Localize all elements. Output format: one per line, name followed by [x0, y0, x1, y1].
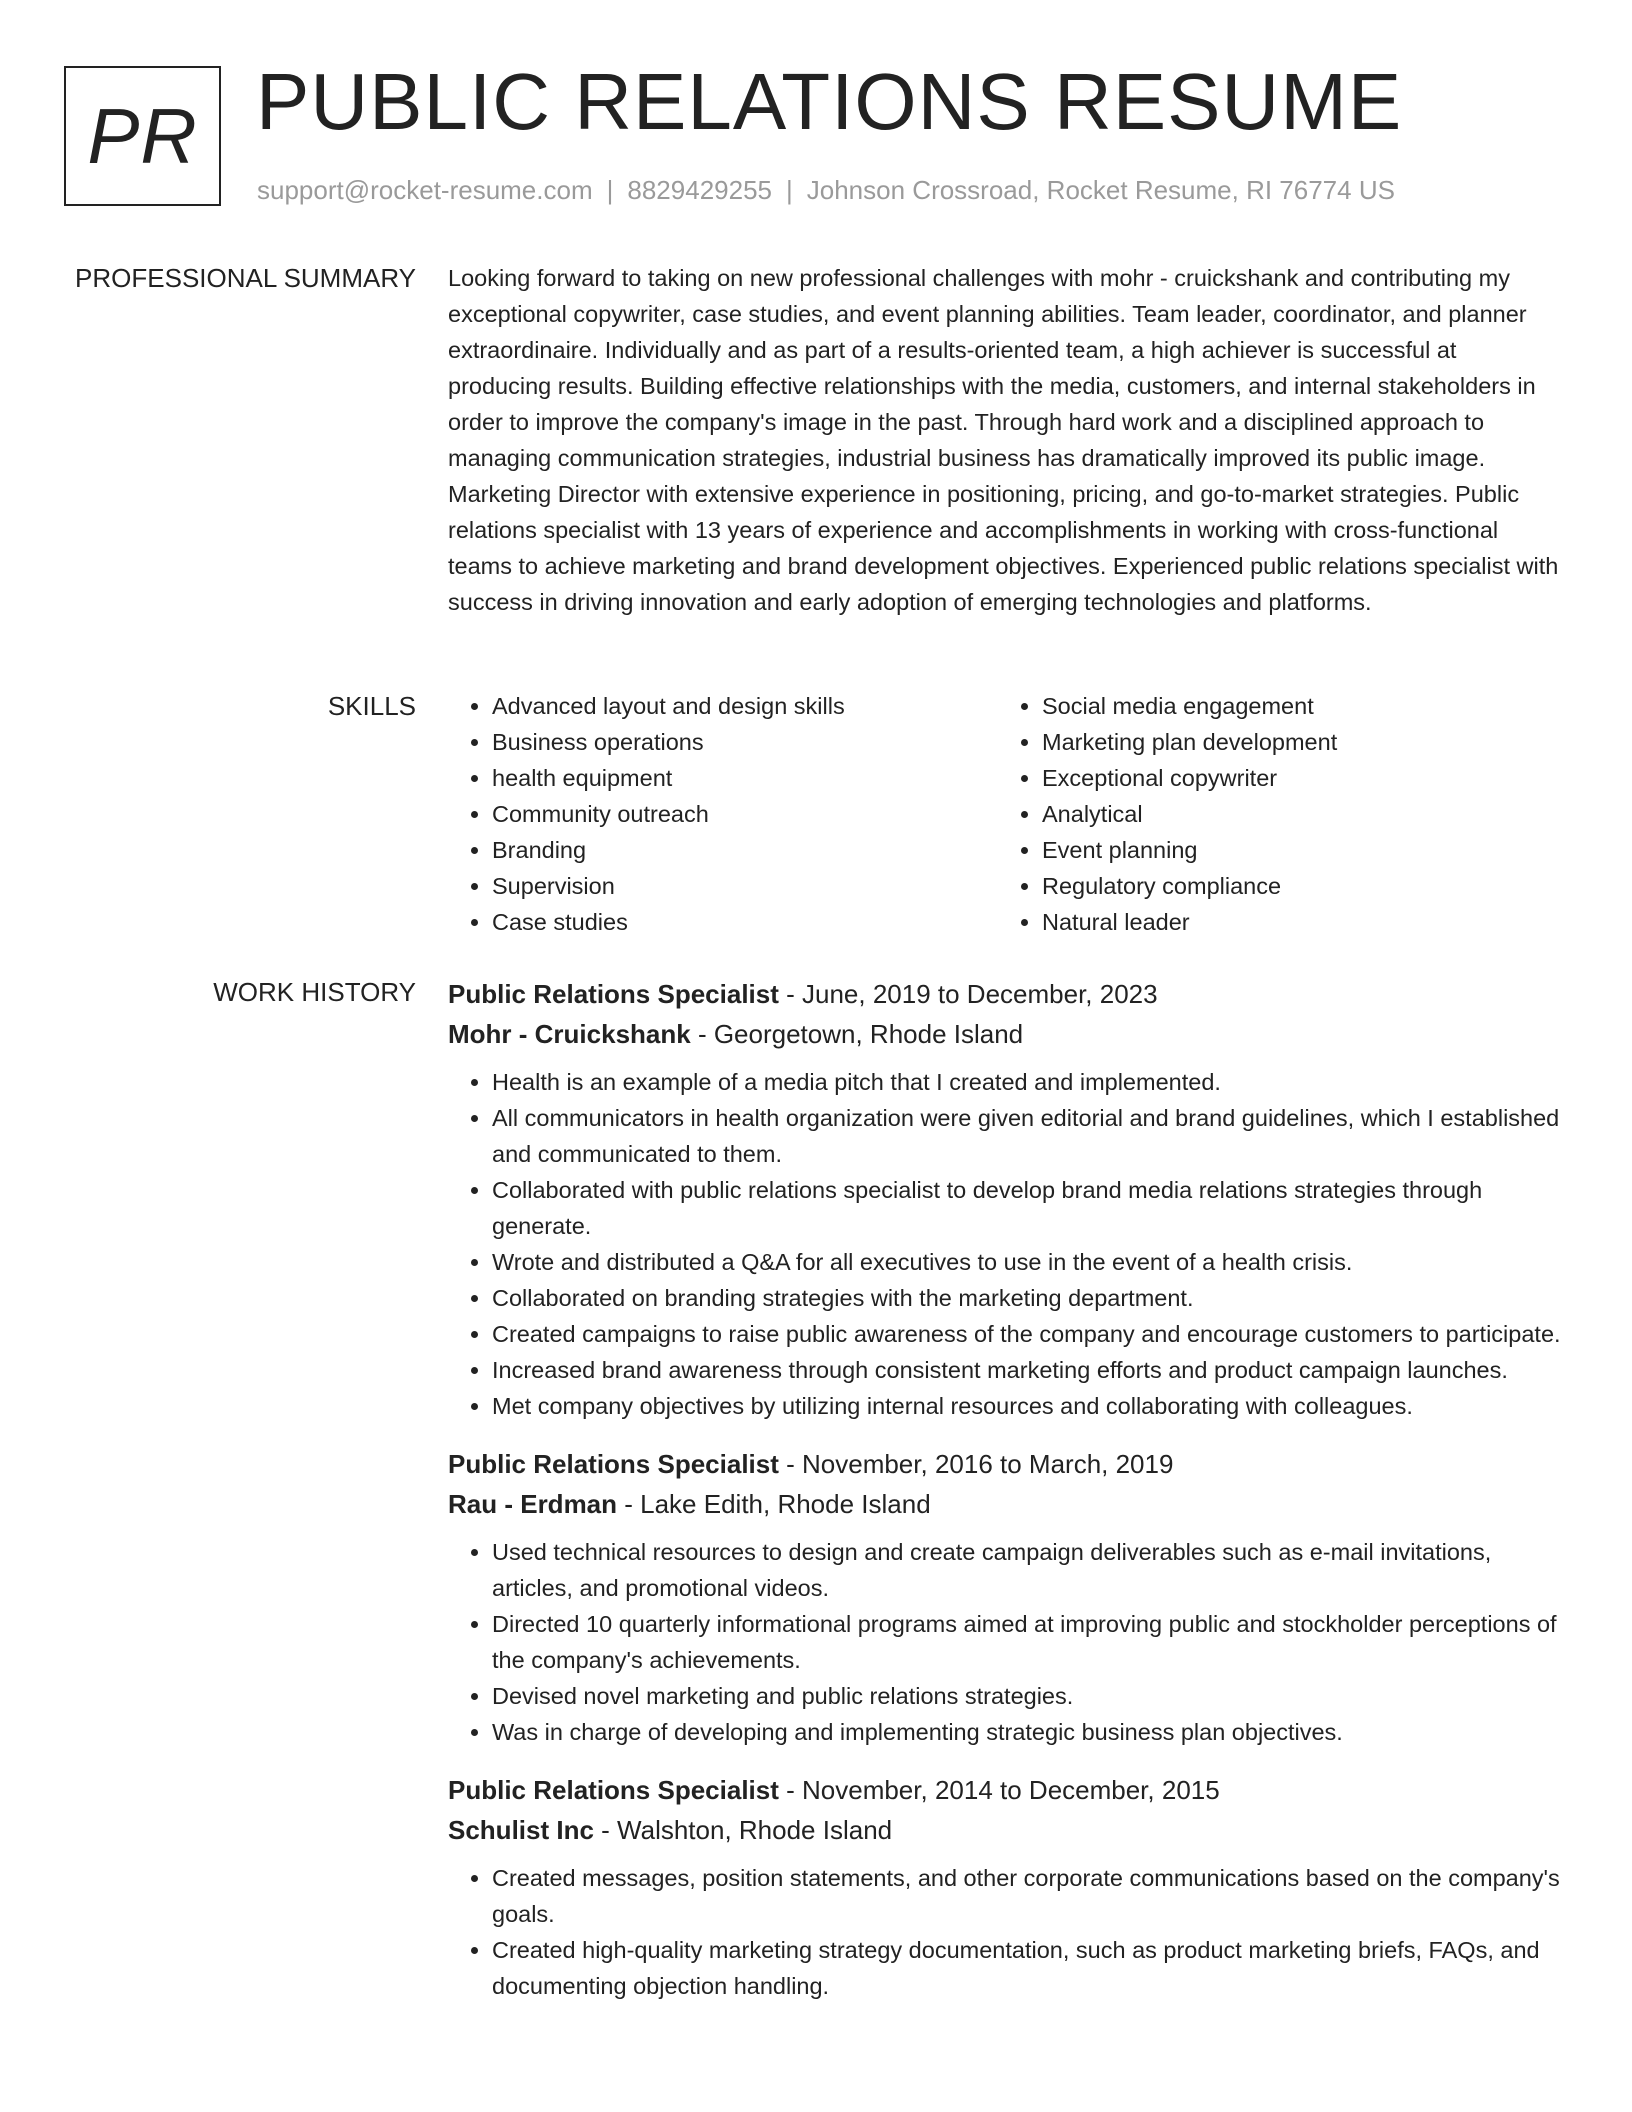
- skill-item: • Business operations: [492, 724, 998, 760]
- job-bullet: • Created campaigns to raise public awareness of the company and encourage customers to participate.: [492, 1316, 1564, 1352]
- job-company: Rau - Erdman: [448, 1489, 618, 1519]
- job-entry: [448, 1444, 1564, 1750]
- work-history-body: [448, 974, 1564, 2024]
- skill-item: • Supervision: [492, 868, 998, 904]
- skill-item: • Regulatory compliance: [1042, 868, 1562, 904]
- skills-column-1: [448, 688, 998, 940]
- contact-separator: |: [786, 175, 793, 205]
- job-bullet-list: [448, 1860, 1564, 2004]
- skill-item: • Advanced layout and design skills: [492, 688, 998, 724]
- job-bullet: • Met company objectives by utilizing internal resources and collaborating with colleagues.: [492, 1388, 1564, 1424]
- monogram-logo: PR: [64, 66, 221, 206]
- job-dates: - November, 2016 to March, 2019: [778, 1449, 1174, 1479]
- job-title-line: [448, 974, 1564, 1014]
- contact-email: support@rocket-resume.com: [257, 175, 593, 205]
- job-bullet: • Was in charge of developing and implementing strategic business plan objectives.: [492, 1714, 1564, 1750]
- job-dates: - June, 2019 to December, 2023: [778, 979, 1158, 1009]
- section-label-summary: PROFESSIONAL SUMMARY: [75, 263, 416, 293]
- job-bullet: • Wrote and distributed a Q&A for all executives to use in the event of a health crisis.: [492, 1244, 1564, 1280]
- skill-item: • Analytical: [1042, 796, 1562, 832]
- contact-address: Johnson Crossroad, Rocket Resume, RI 76774 US: [806, 175, 1395, 205]
- job-bullet: • Devised novel marketing and public relations strategies.: [492, 1678, 1564, 1714]
- job-dates: - November, 2014 to December, 2015: [778, 1775, 1220, 1805]
- job-company-line: [448, 1484, 1564, 1524]
- skill-item: • health equipment: [492, 760, 998, 796]
- contact-phone: 8829429255: [627, 175, 772, 205]
- job-title-line: [448, 1770, 1564, 1810]
- contact-line: [257, 174, 1395, 206]
- job-bullet: • Used technical resources to design and create campaign deliverables such as e-mail invitations, articles, and promotional videos.: [492, 1534, 1564, 1606]
- skills-column-2: [998, 688, 1562, 940]
- summary-text: Looking forward to taking on new professional challenges with mohr - cruickshank and contributing my exceptional copywriter, case studies, and event planning abilities. Team leader, coordinator, and planner extraordinaire. Individually and as part of a results-oriented team, a high achiever is successful at producing results. Building effective relationships with the media, customers, and internal stakeholders in order to improve the company's image in the past. Through hard work and a disciplined approach to managing communication strategies, industrial business has dramatically improved its public image. Marketing Director with extensive experience in positioning, pricing, and go-to-market strategies. Public relations specialist with 13 years of experience and accomplishments in working with cross-functional teams to achieve marketing and brand development objectives. Experienced public relations specialist with success in driving innovation and early adoption of emerging technologies and platforms.: [448, 265, 1559, 615]
- skill-item: • Case studies: [492, 904, 998, 940]
- contact-separator: |: [606, 175, 614, 205]
- skill-item: • Event planning: [1042, 832, 1562, 868]
- job-company: Mohr - Cruickshank: [448, 1019, 691, 1049]
- job-title: Public Relations Specialist: [448, 1449, 779, 1479]
- job-bullet-list: [448, 1534, 1564, 1750]
- job-location: - Walshton, Rhode Island: [593, 1815, 893, 1845]
- skills-body: [448, 688, 1564, 940]
- job-company-line: [448, 1810, 1564, 1850]
- section-label-work: WORK HISTORY: [213, 977, 416, 1007]
- job-title-line: [448, 1444, 1564, 1484]
- skill-item: • Exceptional copywriter: [1042, 760, 1562, 796]
- job-bullet: • All communicators in health organization were given editorial and brand guidelines, which I established and communicated to them.: [492, 1100, 1564, 1172]
- job-location: - Lake Edith, Rhode Island: [617, 1489, 931, 1519]
- job-bullet: • Directed 10 quarterly informational programs aimed at improving public and stockholder perceptions of the company's achievements.: [492, 1606, 1564, 1678]
- job-entry: [448, 1770, 1564, 2004]
- job-location: - Georgetown, Rhode Island: [690, 1019, 1024, 1049]
- job-bullet: • Increased brand awareness through consistent marketing efforts and product campaign launches.: [492, 1352, 1564, 1388]
- job-bullet: • Health is an example of a media pitch that I created and implemented.: [492, 1064, 1564, 1100]
- job-company-line: [448, 1014, 1564, 1054]
- skill-item: • Branding: [492, 832, 998, 868]
- job-title: Public Relations Specialist: [448, 1775, 779, 1805]
- job-title: Public Relations Specialist: [448, 979, 779, 1009]
- page-title: PUBLIC RELATIONS RESUME: [256, 57, 1403, 146]
- skill-item: • Marketing plan development: [1042, 724, 1562, 760]
- skill-item: • Natural leader: [1042, 904, 1562, 940]
- job-bullet: • Created high-quality marketing strategy documentation, such as product marketing briefs, FAQs, and documenting objection handling.: [492, 1932, 1564, 2004]
- job-bullet: • Collaborated on branding strategies with the marketing department.: [492, 1280, 1564, 1316]
- job-entry: [448, 974, 1564, 1424]
- skill-item: • Social media engagement: [1042, 688, 1562, 724]
- skill-item: • Community outreach: [492, 796, 998, 832]
- job-bullet: • Collaborated with public relations specialist to develop brand media relations strategies through generate.: [492, 1172, 1564, 1244]
- job-bullet: • Created messages, position statements, and other corporate communications based on the company's goals.: [492, 1860, 1564, 1932]
- job-company: Schulist Inc: [448, 1815, 594, 1845]
- section-label-skills: SKILLS: [327, 691, 416, 721]
- job-bullet-list: [448, 1064, 1564, 1424]
